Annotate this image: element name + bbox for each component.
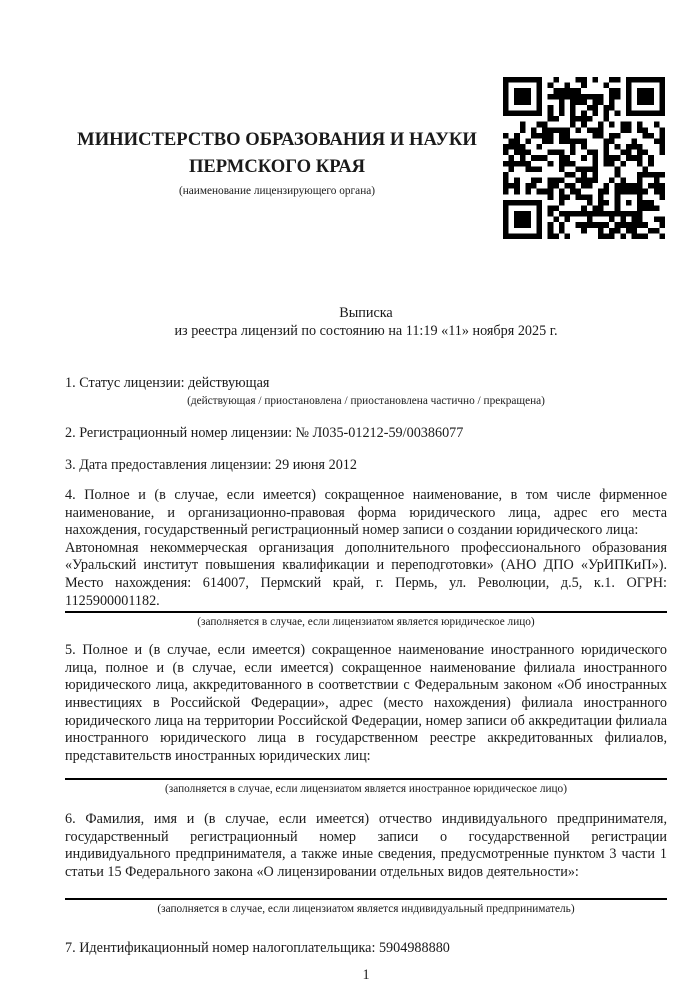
legal-entity-field-label: 4. Полное и (в случае, если имеется) сокращенное наименование, в том числе фирменное наименование, и организационно-правовая форма юридического лица, адрес его места нахождения, государственный регистрационный номер записи о создании юридического лица:: [65, 486, 667, 539]
authority-field-caption: (наименование лицензирующего органа): [178, 185, 376, 197]
grant-date-line: 3. Дата предоставления лицензии: 29 июня 2012: [65, 457, 357, 474]
ministry-name-line1: МИНИСТЕРСТВО ОБРАЗОВАНИЯ И НАУКИ: [77, 129, 477, 150]
document-title: [65, 305, 667, 340]
foreign-entity-caption: (заполняется в случае, если лицензиатом является иностранное юридическое лицо): [165, 783, 567, 796]
page-number: 1: [362, 967, 370, 984]
qr-code: [503, 77, 665, 239]
document-title-line1: Выписка: [339, 305, 393, 321]
fill-line-entrepreneur: [65, 898, 667, 900]
license-status-line: 1. Статус лицензии: действующая: [65, 375, 270, 392]
foreign-entity-field-label: 5. Полное и (в случае, если имеется) сокращенное наименование иностранного юридического лица, полное и (в случае, если имеется) сокращенное наименование филиала иностранного юридического лица, аккредитованного в соответствии с Федеральным законом «Об иностранных инвестициях в Российской Федерации», адрес (место нахождения) филиала иностранного юридического лица на территории Российской Федерации, номер записи об аккредитации филиала иностранного юридического лица в государственном реестре аккредитованных филиалов, представительств иностранных юридических лиц:: [65, 642, 667, 764]
fill-line-legal-entity: [65, 611, 667, 613]
document-body: [65, 305, 667, 985]
legal-entity-caption: (заполняется в случае, если лицензиатом является юридическое лицо): [197, 616, 535, 629]
legal-entity-value: Автономная некоммерческая организация дополнительного профессионального образования «Уральский институт повышения квалификации и переподготовки» (АНО ДПО «УрИПКиП»). Место нахождения: 614007, Пермский край, г. Пермь, ул. Революции, д.5, к.1. ОГРН: 1125900001182.: [65, 539, 667, 609]
ministry-name-line2: ПЕРМСКОГО КРАЯ: [188, 155, 366, 177]
status-options-caption: (действующая / приостановлена / приостановлена частично / прекращена): [187, 394, 545, 407]
issuing-authority-header: [65, 127, 489, 198]
document-title-line2: из реестра лицензий по состоянию на 11:19 «11» ноября 2025 г.: [174, 322, 558, 339]
entrepreneur-caption: (заполняется в случае, если лицензиатом является индивидуальный предприниматель): [157, 902, 575, 915]
registration-number-line: 2. Регистрационный номер лицензии: № Л035-01212-59/00386077: [65, 424, 464, 441]
taxpayer-id-line: 7. Идентификационный номер налогоплательщика: 5904988880: [65, 939, 450, 956]
fill-line-foreign-entity: [65, 778, 667, 780]
entrepreneur-field-label: 6. Фамилия, имя и (в случае, если имеется) отчество индивидуального предпринимателя, государственный регистрационный номер записи о государственной регистрации индивидуального предпринимателя, а также иные сведения, предусмотренные пунктом 3 части 1 статьи 15 Федерального закона «О лицензировании отдельных видов деятельности»:: [65, 811, 667, 881]
